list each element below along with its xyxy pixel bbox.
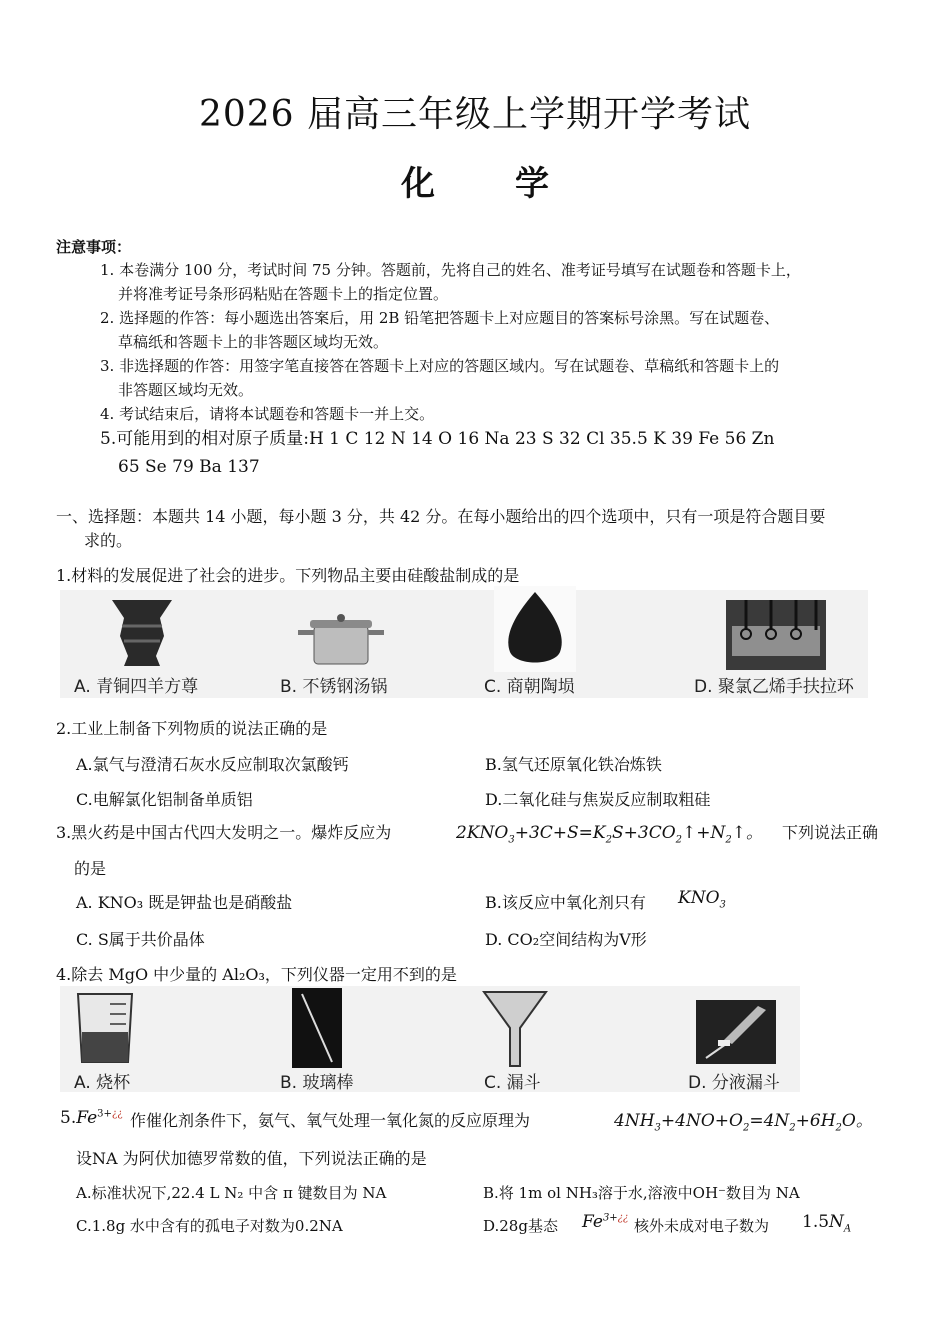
q2-option-c: C.电解氯化铝制备单质铝	[76, 790, 253, 809]
q3-stem-b: 下列说法正确	[782, 823, 879, 842]
section-1-line1: 一、选择题：本题共 14 小题，每小题 3 分，共 42 分。在每小题给出的四个选项中，只有一项是符合题目要	[56, 507, 826, 526]
q3-option-b: B.该反应中氧化剂只有	[485, 893, 646, 912]
notes-heading: 注意事项：	[56, 238, 132, 256]
section-1-line2: 求的。	[84, 531, 133, 550]
q4-option-a: A. 烧杯	[74, 1073, 131, 1093]
note-1a: 1. 本卷满分 100 分，考试时间 75 分钟。答题前，先将自己的姓名、准考证号填写在试题卷和答题卡上，	[100, 261, 801, 279]
q1-option-c: C. 商朝陶埙	[484, 677, 575, 697]
q4-option-c: C. 漏斗	[484, 1073, 541, 1093]
q5-stem-b: 设NA 为阿伏加德罗常数的值，下列说法正确的是	[76, 1149, 427, 1168]
q2-option-d: D.二氧化硅与焦炭反应制取粗硅	[485, 790, 711, 809]
q3-option-a: A. KNO₃ 既是钾盐也是硝酸盐	[76, 893, 293, 912]
note-2b: 草稿纸和答题卡上的非答题区域均无效。	[118, 333, 389, 351]
note-3a: 3. 非选择题的作答：用签字笔直接答在答题卡上对应的答题区域内。写在试题卷、草稿纸和答题卡上的	[100, 357, 780, 375]
q5-catalyst: $5.Fe^{3+¿¿}$	[60, 1108, 123, 1128]
exam-title: 2026 届高三年级上学期开学考试	[198, 94, 752, 135]
q5-option-c: C.1.8g 水中含有的孤电子对数为0.2NA	[76, 1217, 343, 1235]
subject-char-2: 学	[515, 164, 549, 204]
q5-option-b: B.将 1m ol NH₃溶于水,溶液中OH⁻数目为 NA	[483, 1184, 800, 1202]
q2-stem: 2.工业上制备下列物质的说法正确的是	[56, 719, 328, 738]
q5-stem-a: 作催化剂条件下，氨气、氧气处理一氧化氮的反应原理为	[130, 1111, 531, 1130]
q5-option-a: A.标准状况下,22.4 L N₂ 中含 π 键数目为 NA	[76, 1184, 387, 1202]
bronze-vessel-icon	[102, 596, 182, 668]
q3-equation: $2KNO_3+3C+S=K_2S+3CO_2↑+N_2↑$。	[456, 823, 764, 846]
separatory-funnel-icon	[696, 1000, 776, 1064]
pottery-xun-icon	[494, 586, 576, 672]
q3-option-d: D. CO₂空间结构为V形	[485, 930, 647, 949]
q3-option-b-formula: $KNO_3$	[678, 888, 726, 911]
q3-option-c: C. S属于共价晶体	[76, 930, 205, 949]
steel-pot-icon	[296, 612, 386, 668]
note-5b: 65 Se 79 Ba 137	[118, 457, 260, 477]
q1-option-a: A. 青铜四羊方尊	[74, 677, 199, 697]
note-2a: 2. 选择题的作答：每小题选出答案后，用 2B 铅笔把答题卡上对应题目的答案标号涂黑。写在试题卷、	[100, 309, 780, 327]
q1-stem: 1.材料的发展促进了社会的进步。下列物品主要由硅酸盐制成的是	[56, 566, 520, 585]
note-1b: 并将准考证号条形码粘贴在答题卡上的指定位置。	[118, 285, 449, 303]
subway-handle-icon	[726, 600, 826, 670]
note-5a: 5.可能用到的相对原子质量:H 1 C 12 N 14 O 16 Na 23 S 32 Cl 35.5 K 39 Fe 56 Zn	[100, 429, 775, 449]
q5-option-d-a: D.28g基态	[483, 1217, 558, 1235]
funnel-icon	[480, 988, 550, 1068]
q5-option-d-ion: $Fe^{3+¿¿}$	[582, 1212, 629, 1232]
q5-equation: $4NH_3+4NO+O_2=4N_2+6H_2O$。	[614, 1111, 873, 1134]
beaker-icon	[70, 988, 140, 1066]
q1-option-b: B. 不锈钢汤锅	[280, 677, 388, 697]
subject-title	[0, 156, 950, 205]
q4-option-d: D. 分液漏斗	[688, 1073, 780, 1093]
q3-stem-a: 3.黑火药是中国古代四大发明之一。爆炸反应为	[56, 823, 392, 842]
note-3b: 非答题区域均无效。	[118, 381, 254, 399]
subject-char-1: 化	[401, 164, 435, 204]
q3-stem-c: 的是	[74, 859, 107, 878]
q5-option-d-value: $1.5N_A$	[802, 1212, 852, 1235]
q1-image-strip	[60, 590, 868, 698]
q4-option-b: B. 玻璃棒	[280, 1073, 354, 1093]
glass-rod-icon	[292, 988, 342, 1068]
q4-stem: 4.除去 MgO 中少量的 Al₂O₃，下列仪器一定用不到的是	[56, 965, 457, 984]
q5-option-d-b: 核外未成对电子数为	[634, 1217, 770, 1235]
note-4: 4. 考试结束后，请将本试题卷和答题卡一并上交。	[100, 405, 435, 423]
q4-image-strip	[60, 986, 800, 1092]
q1-option-d: D. 聚氯乙烯手扶拉环	[694, 677, 854, 697]
q2-option-b: B.氢气还原氧化铁冶炼铁	[485, 755, 662, 774]
q2-option-a: A.氯气与澄清石灰水反应制取次氯酸钙	[76, 755, 349, 774]
